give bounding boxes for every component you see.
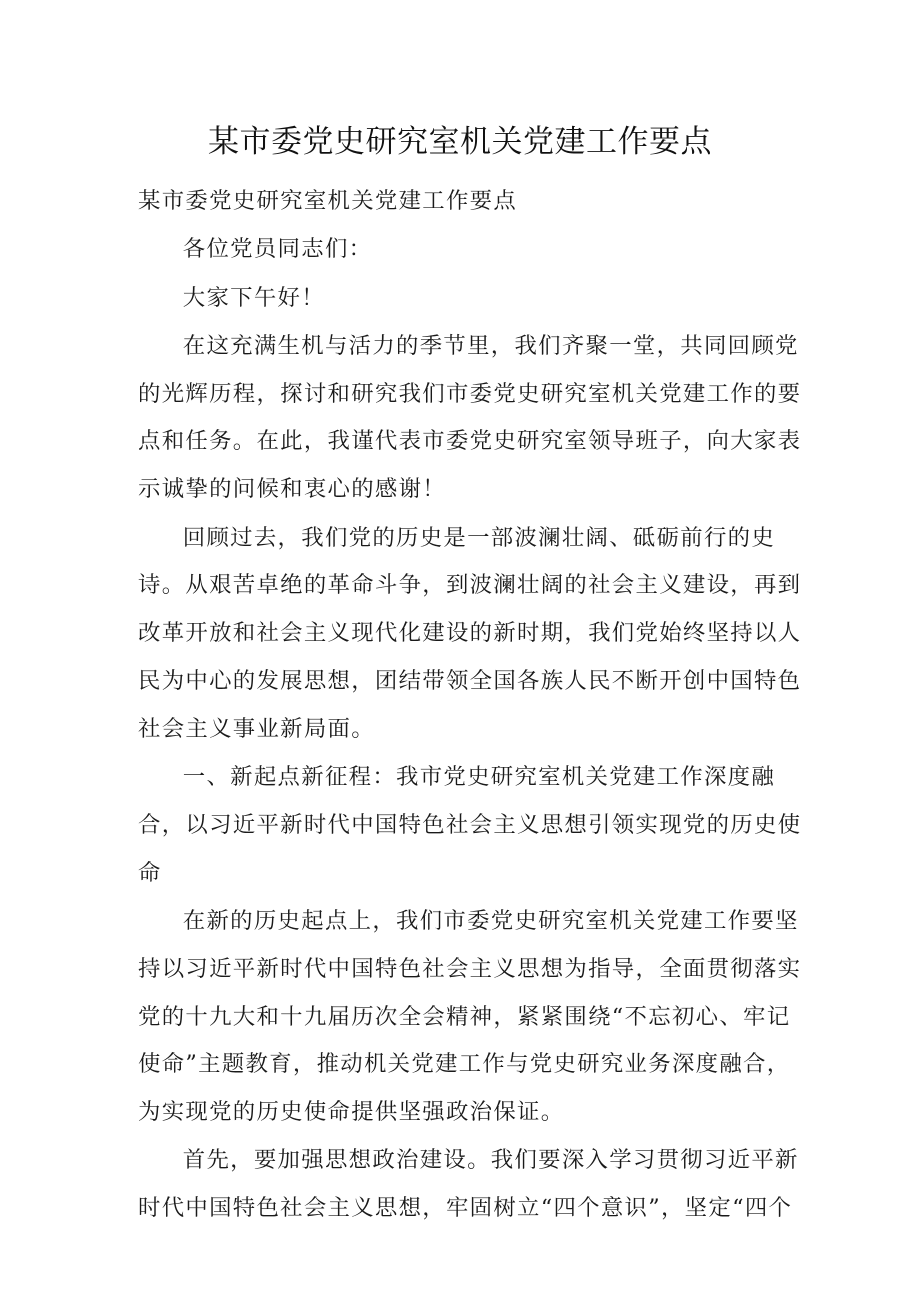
paragraph-opening: 在这充满生机与活力的季节里，我们齐聚一堂，共同回顾党的光辉历程，探讨和研究我们市委党史研究室机关党建工作的要点和任务。在此，我谨代表市委党史研究室领导班子，向大家表示诚挚的问候和衷心的感谢！: [138, 332, 802, 503]
paragraph-subtitle: 某市委党史研究室机关党建工作要点: [138, 188, 518, 214]
paragraph-greeting: 大家下午好！: [182, 284, 325, 311]
paragraph-salutation: 各位党员同志们：: [182, 236, 373, 263]
paragraph-first-point: 首先，要加强思想政治建设。我们要深入学习贯彻习近平新时代中国特色社会主义思想，牢固树立“四个意识”，坚定“四个: [138, 1147, 799, 1222]
paragraph-review: 回顾过去，我们党的历史是一部波澜壮阔、砥砺前行的史诗。从艰苦卓绝的革命斗争，到波澜壮阔的社会主义建设，再到改革开放和社会主义现代化建设的新时期，我们党始终坚持以人民为中心的发展思想，团结带领全国各族人民不断开创中国特色社会主义事业新局面。: [138, 524, 802, 742]
document-title: 某市委党史研究室机关党建工作要点: [208, 124, 712, 160]
paragraph-section-heading-1: 一、新起点新征程：我市党史研究室机关党建工作深度融合，以习近平新时代中国特色社会主义思想引领实现党的历史使命: [138, 764, 802, 886]
document-body: [138, 178, 802, 1234]
paragraph-section-1-body: 在新的历史起点上，我们市委党史研究室机关党建工作要坚持以习近平新时代中国特色社会主义思想为指导，全面贯彻落实党的十九大和十九届历次全会精神，紧紧围绕“不忘初心、牢记使命”主题教育，推动机关党建工作与党史研究业务深度融合，为实现党的历史使命提供坚强政治保证。: [138, 907, 802, 1126]
